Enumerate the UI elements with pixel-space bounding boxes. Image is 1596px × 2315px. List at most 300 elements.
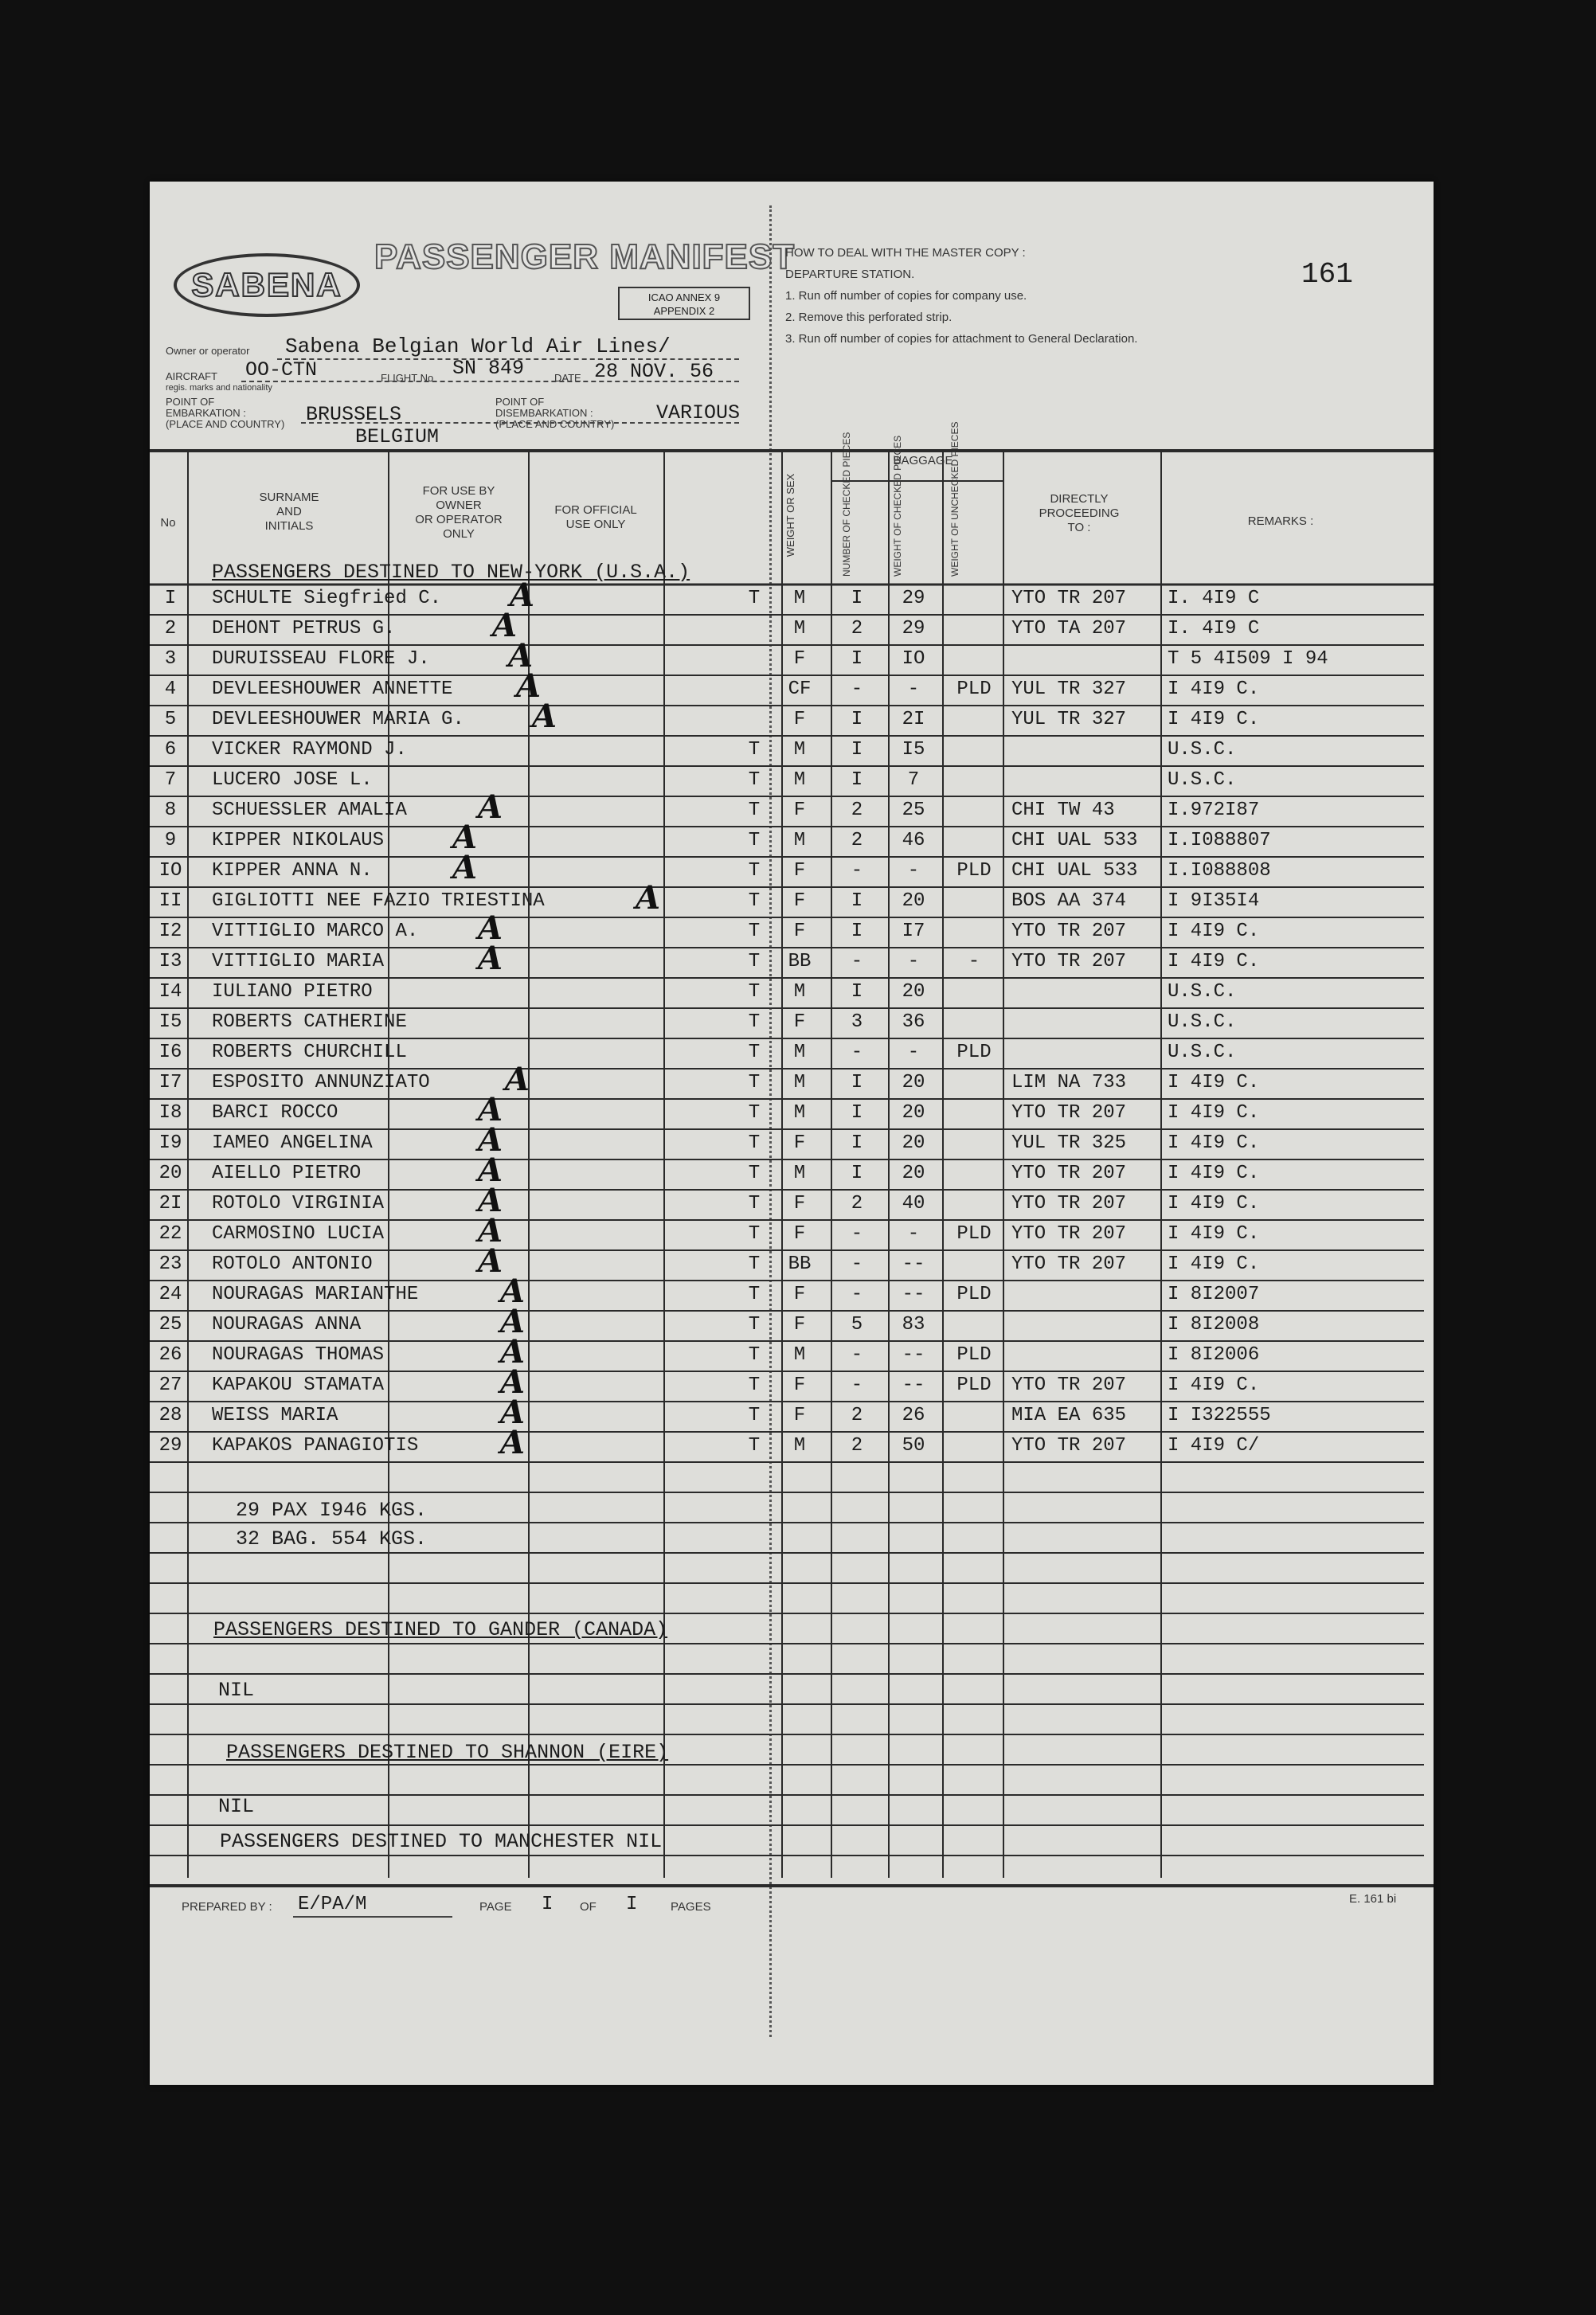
cell-official-mark: T (748, 1102, 761, 1124)
cell-official-mark: T (748, 800, 761, 821)
sabena-logo: SABENA (174, 253, 360, 317)
cell-signature: A (500, 1394, 526, 1431)
cell-sex: F (793, 921, 806, 942)
cell-remarks: I I322555 (1168, 1405, 1271, 1426)
cell-sex: F (793, 1132, 806, 1154)
cell-weight: 50 (902, 1435, 925, 1457)
col-directly-line1: DIRECTLY (1050, 492, 1109, 506)
shannon-nil: NIL (218, 1795, 255, 1818)
cell-weight: 7 (907, 769, 920, 791)
cell-name: IULIANO PIETRO (212, 981, 373, 1003)
cell-weight: 25 (902, 800, 925, 821)
cell-remarks: I. 4I9 C (1168, 618, 1260, 639)
cell-signature: A (478, 909, 503, 947)
cell-remarks: I 8I2007 (1168, 1284, 1260, 1305)
cell-signature: A (500, 1424, 526, 1461)
perforated-strip-line (769, 205, 772, 2037)
disembark-value: VARIOUS (656, 401, 741, 424)
cell-no: 24 (158, 1284, 182, 1305)
cell-weight: I5 (902, 739, 925, 761)
cell-destination: YTO TR 207 (1011, 951, 1127, 972)
of-value: I (626, 1894, 638, 1915)
cell-remarks: I 4I9 C. (1168, 709, 1260, 730)
embark-label-3: (PLACE AND COUNTRY) (166, 418, 285, 430)
cell-name: ROBERTS CHURCHILL (212, 1042, 407, 1063)
cell-name: DEVLEESHOUWER MARIA G. (212, 709, 464, 730)
cell-sex: CF (788, 678, 812, 700)
cell-signature: A (478, 1121, 503, 1159)
cell-sex: M (793, 739, 806, 761)
cell-destination: YUL TR 325 (1011, 1132, 1127, 1154)
col-bag-weight-header: WEIGHT OF CHECKED PIECES (892, 435, 903, 577)
cell-unchecked: PLD (956, 1042, 992, 1063)
cell-destination: YTO TR 207 (1011, 1163, 1127, 1184)
cell-weight: 36 (902, 1011, 925, 1033)
cell-sex: BB (788, 951, 812, 972)
cell-signature: A (492, 607, 518, 644)
cell-no: I8 (158, 1102, 182, 1124)
cell-no: 2 (164, 618, 177, 639)
cell-signature: A (452, 819, 478, 856)
cell-official-mark: T (748, 860, 761, 882)
cell-destination: YTO TA 207 (1011, 618, 1127, 639)
cell-weight: 29 (902, 588, 925, 609)
cell-name: BARCI ROCCO (212, 1102, 338, 1124)
cell-no: II (158, 890, 182, 912)
cell-pieces: - (851, 860, 863, 882)
cell-pieces: - (851, 1284, 863, 1305)
cell-pieces: - (851, 1344, 863, 1366)
col-bag-unchecked-header: WEIGHT OF UNCHECKED PIECES (949, 421, 960, 577)
cell-official-mark: T (748, 981, 761, 1003)
flight-value: SN 849 (452, 357, 525, 380)
col-surname-line2: AND (276, 505, 302, 518)
cell-weight: - (907, 1042, 920, 1063)
cell-name: KAPAKOU STAMATA (212, 1375, 385, 1396)
gander-nil: NIL (218, 1679, 255, 1702)
cell-signature: A (452, 849, 478, 886)
flight-label: FLIGHT No (381, 372, 434, 384)
cell-signature: A (500, 1333, 526, 1371)
cell-no: 3 (164, 648, 177, 670)
cell-weight: 20 (902, 1132, 925, 1154)
page-label: PAGE (479, 1900, 512, 1914)
cell-no: I3 (158, 951, 182, 972)
col-surname-line1: SURNAME (259, 491, 319, 504)
cell-official-mark: T (748, 1375, 761, 1396)
cell-pieces: I (851, 588, 863, 609)
disembark-label-2: DISEMBARKATION : (495, 407, 593, 419)
cell-signature: A (478, 1091, 503, 1128)
cell-remarks: U.S.C. (1168, 1042, 1237, 1063)
cell-pieces: - (851, 1253, 863, 1275)
cell-remarks: I 4I9 C/ (1168, 1435, 1260, 1457)
cell-no: 22 (158, 1223, 182, 1245)
cell-remarks: I 8I2006 (1168, 1344, 1260, 1366)
cell-destination: YTO TR 207 (1011, 1253, 1127, 1275)
cell-name: KIPPER ANNA N. (212, 860, 373, 882)
cell-official-mark: T (748, 1163, 761, 1184)
col-bag-num-header: NUMBER OF CHECKED PIECES (841, 432, 852, 577)
cell-name: VITTIGLIO MARCO A. (212, 921, 419, 942)
cell-official-mark: T (748, 890, 761, 912)
cell-sex: M (793, 981, 806, 1003)
cell-name: ROTOLO VIRGINIA (212, 1193, 385, 1214)
cell-no: 5 (164, 709, 177, 730)
cell-unchecked: PLD (956, 1284, 992, 1305)
cell-remarks: I 4I9 C. (1168, 1072, 1260, 1093)
cell-name: DEHONT PETRUS G. (212, 618, 396, 639)
cell-remarks: I 4I9 C. (1168, 1375, 1260, 1396)
instructions-title: HOW TO DEAL WITH THE MASTER COPY : (785, 246, 1026, 260)
cell-unchecked: PLD (956, 678, 992, 700)
cell-pieces: I (851, 769, 863, 791)
cell-destination: YTO TR 207 (1011, 1435, 1127, 1457)
aircraft-sublabel: regis. marks and nationality (166, 383, 272, 393)
cell-name: ROTOLO ANTONIO (212, 1253, 373, 1275)
cell-no: I4 (158, 981, 182, 1003)
cell-destination: CHI TW 43 (1011, 800, 1115, 821)
col-owner-line4: ONLY (443, 527, 475, 541)
cell-name: SCHULTE Siegfried C. (212, 588, 442, 609)
master-copy-instructions (785, 242, 1137, 350)
cell-remarks: I 4I9 C. (1168, 1163, 1260, 1184)
cell-name: VITTIGLIO MARIA (212, 951, 385, 972)
cell-official-mark: T (748, 1072, 761, 1093)
cell-weight: 83 (902, 1314, 925, 1335)
col-owner-header (390, 484, 527, 542)
owner-label: Owner or operator (166, 345, 250, 357)
cell-pieces: 2 (851, 1435, 863, 1457)
cell-pieces: I (851, 739, 863, 761)
cell-weight: -- (902, 1344, 925, 1366)
cell-weight: 46 (902, 830, 925, 851)
cell-destination: YUL TR 327 (1011, 709, 1127, 730)
cell-no: 2I (158, 1193, 182, 1214)
cell-sex: F (793, 648, 806, 670)
cell-official-mark: T (748, 1284, 761, 1305)
cell-signature: A (505, 1061, 530, 1098)
cell-name: ROBERTS CATHERINE (212, 1011, 407, 1033)
cell-official-mark: T (748, 1042, 761, 1063)
col-baggage-header: BAGGAGE (893, 454, 953, 467)
cell-remarks: I 4I9 C. (1168, 1253, 1260, 1275)
cell-weight: -- (902, 1253, 925, 1275)
cell-weight: - (907, 951, 920, 972)
cell-official-mark: T (748, 1253, 761, 1275)
page-value: I (542, 1894, 554, 1915)
cell-signature: A (508, 637, 534, 675)
cell-remarks: I 4I9 C. (1168, 1223, 1260, 1245)
cell-destination: LIM NA 733 (1011, 1072, 1127, 1093)
cell-signature: A (500, 1303, 526, 1340)
cell-no: I5 (158, 1011, 182, 1033)
prepared-by-label: PREPARED BY : (182, 1900, 272, 1914)
cell-destination: YTO TR 207 (1011, 1223, 1127, 1245)
cell-signature: A (478, 940, 503, 977)
col-directly-header (1003, 492, 1155, 535)
cell-signature: A (478, 1242, 503, 1280)
cell-official-mark: T (748, 1132, 761, 1154)
cell-remarks: I. 4I9 C (1168, 588, 1260, 609)
instruction-1: 1. Run off number of copies for company use. (785, 289, 1027, 303)
embark-underline (301, 422, 739, 424)
cell-pieces: I (851, 981, 863, 1003)
cell-official-mark: T (748, 1405, 761, 1426)
cell-weight: - (907, 860, 920, 882)
col-directly-line2: PROCEEDING (1039, 506, 1120, 520)
cell-unchecked: PLD (956, 1344, 992, 1366)
cell-remarks: I.972I87 (1168, 800, 1260, 821)
instruction-2: 2. Remove this perforated strip. (785, 311, 953, 324)
col-surname-header (191, 491, 387, 534)
cell-name: KAPAKOS PANAGIOTIS (212, 1435, 419, 1457)
cell-signature: A (478, 1152, 503, 1189)
cell-destination: YTO TR 207 (1011, 588, 1127, 609)
cell-destination: YTO TR 207 (1011, 1102, 1127, 1124)
cell-destination: YTO TR 207 (1011, 1375, 1127, 1396)
cell-pieces: - (851, 951, 863, 972)
cell-name: NOURAGAS THOMAS (212, 1344, 385, 1366)
disembark-label-1: POINT OF (495, 396, 545, 408)
cell-unchecked: PLD (956, 1223, 992, 1245)
cell-name: VICKER RAYMOND J. (212, 739, 407, 761)
cell-sex: M (793, 1163, 806, 1184)
date-label: DATE (554, 372, 581, 384)
cell-destination: YUL TR 327 (1011, 678, 1127, 700)
cell-weight: - (907, 678, 920, 700)
cell-official-mark: T (748, 830, 761, 851)
cell-official-mark: T (748, 1011, 761, 1033)
cell-pieces: - (851, 1375, 863, 1396)
cell-pieces: I (851, 921, 863, 942)
cell-weight: -- (902, 1284, 925, 1305)
cell-signature: A (532, 698, 557, 735)
col-surname-line3: INITIALS (264, 519, 314, 533)
cell-pieces: 2 (851, 1405, 863, 1426)
cell-pieces: I (851, 890, 863, 912)
cell-no: 9 (164, 830, 177, 851)
pages-label: PAGES (671, 1900, 711, 1914)
cell-no: 26 (158, 1344, 182, 1366)
aircraft-value: OO-CTN (245, 358, 318, 381)
cell-unchecked: PLD (956, 1375, 992, 1396)
cell-official-mark: T (748, 769, 761, 791)
cell-pieces: - (851, 1042, 863, 1063)
cell-signature: A (478, 1212, 503, 1249)
cell-weight: 20 (902, 1072, 925, 1093)
cell-sex: BB (788, 1253, 812, 1275)
cell-destination: BOS AA 374 (1011, 890, 1127, 912)
cell-signature: A (500, 1363, 526, 1401)
cell-destination: MIA EA 635 (1011, 1405, 1127, 1426)
col-official-header (529, 503, 663, 532)
cell-weight: 20 (902, 981, 925, 1003)
manifest-page-number: 161 (1301, 258, 1353, 291)
instructions-station: DEPARTURE STATION. (785, 268, 915, 281)
totals-pax: 29 PAX I946 KGS. (236, 1499, 428, 1522)
cell-sex: F (793, 890, 806, 912)
cell-weight: IO (902, 648, 925, 670)
cell-no: 29 (158, 1435, 182, 1457)
cell-remarks: U.S.C. (1168, 739, 1237, 761)
embark-label-2: EMBARKATION : (166, 407, 246, 419)
cell-no: I2 (158, 921, 182, 942)
cell-weight: 40 (902, 1193, 925, 1214)
cell-pieces: 5 (851, 1314, 863, 1335)
cell-pieces: I (851, 1102, 863, 1124)
cell-no: 4 (164, 678, 177, 700)
cell-unchecked: PLD (956, 860, 992, 882)
cell-official-mark: T (748, 1314, 761, 1335)
cell-name: NOURAGAS MARIANTHE (212, 1284, 419, 1305)
cell-no: 23 (158, 1253, 182, 1275)
section-gander: PASSENGERS DESTINED TO GANDER (CANADA) (213, 1618, 668, 1641)
embark-label-1: POINT OF (166, 396, 215, 408)
aircraft-label: AIRCRAFT (166, 370, 217, 382)
col-official-line1: FOR OFFICIAL (554, 503, 637, 517)
cell-pieces: I (851, 648, 863, 670)
cell-remarks: I 9I35I4 (1168, 890, 1260, 912)
cell-remarks: U.S.C. (1168, 769, 1237, 791)
cell-official-mark: T (748, 921, 761, 942)
cell-name: GIGLIOTTI NEE FAZIO TRIESTINA (212, 890, 545, 912)
cell-weight: - (907, 1223, 920, 1245)
col-owner-line2: OWNER (436, 499, 482, 512)
cell-pieces: 2 (851, 1193, 863, 1214)
cell-no: 28 (158, 1405, 182, 1426)
cell-pieces: 3 (851, 1011, 863, 1033)
cell-pieces: 2 (851, 830, 863, 851)
cell-remarks: I 4I9 C. (1168, 951, 1260, 972)
form-code: E. 161 bi (1349, 1892, 1397, 1906)
cell-remarks: T 5 4I509 I 94 (1168, 648, 1328, 670)
cell-pieces: I (851, 1072, 863, 1093)
cell-official-mark: T (748, 1344, 761, 1366)
embark-value-2: BELGIUM (355, 425, 440, 448)
disembark-label-3: (PLACE AND COUNTRY) (495, 418, 615, 430)
cell-sex: F (793, 1314, 806, 1335)
cell-remarks: I 4I9 C. (1168, 1132, 1260, 1154)
cell-official-mark: T (748, 588, 761, 609)
cell-remarks: I 4I9 C. (1168, 1193, 1260, 1214)
owner-value: Sabena Belgian World Air Lines/ (285, 334, 671, 358)
cell-name: DURUISSEAU FLORE J. (212, 648, 430, 670)
cell-sex: F (793, 1405, 806, 1426)
cell-sex: F (793, 1011, 806, 1033)
cell-no: 8 (164, 800, 177, 821)
of-label: OF (580, 1900, 597, 1914)
prepared-by-value: E/PA/M (298, 1894, 367, 1915)
icao-line-2: APPENDIX 2 (653, 305, 715, 317)
col-directly-line3: TO : (1067, 521, 1091, 534)
cell-sex: M (793, 1072, 806, 1093)
cell-pieces: - (851, 678, 863, 700)
col-official-line2: USE ONLY (565, 518, 626, 531)
cell-sex: F (793, 1284, 806, 1305)
cell-sex: F (793, 1223, 806, 1245)
cell-sex: M (793, 1344, 806, 1366)
cell-signature: A (478, 788, 503, 826)
cell-remarks: I 8I2008 (1168, 1314, 1260, 1335)
cell-destination: YTO TR 207 (1011, 921, 1127, 942)
cell-name: ESPOSITO ANNUNZIATO (212, 1072, 430, 1093)
prepared-underline (293, 1916, 452, 1918)
cell-destination: CHI UAL 533 (1011, 830, 1138, 851)
cell-remarks: I 4I9 C. (1168, 1102, 1260, 1124)
cell-name: SCHUESSLER AMALIA (212, 800, 407, 821)
cell-sex: M (793, 588, 806, 609)
cell-remarks: I.I088807 (1168, 830, 1271, 851)
totals-bag: 32 BAG. 554 KGS. (236, 1527, 428, 1551)
cell-name: AIELLO PIETRO (212, 1163, 362, 1184)
cell-sex: M (793, 618, 806, 639)
cell-pieces: I (851, 1132, 863, 1154)
cell-sex: M (793, 769, 806, 791)
cell-name: IAMEO ANGELINA (212, 1132, 373, 1154)
section-shannon: PASSENGERS DESTINED TO SHANNON (EIRE) (226, 1741, 669, 1764)
date-value: 28 NOV. 56 (594, 360, 714, 383)
cell-signature: A (478, 1182, 503, 1219)
section-manchester: PASSENGERS DESTINED TO MANCHESTER NIL (220, 1830, 663, 1853)
cell-no: 20 (158, 1163, 182, 1184)
embark-value-1: BRUSSELS (306, 403, 402, 426)
col-remarks-header: REMARKS : (1247, 514, 1314, 528)
cell-remarks: I 4I9 C. (1168, 921, 1260, 942)
cell-official-mark: T (748, 1223, 761, 1245)
icao-line-1: ICAO ANNEX 9 (647, 291, 721, 303)
cell-sex: F (793, 709, 806, 730)
cell-pieces: I (851, 1163, 863, 1184)
cell-no: 27 (158, 1375, 182, 1396)
cell-sex: M (793, 830, 806, 851)
cell-sex: M (793, 1435, 806, 1457)
cell-official-mark: T (748, 951, 761, 972)
col-sex-header: WEIGHT OR SEX (784, 473, 796, 557)
cell-weight: -- (902, 1375, 925, 1396)
cell-no: 7 (164, 769, 177, 791)
cell-pieces: I (851, 709, 863, 730)
cell-weight: 26 (902, 1405, 925, 1426)
cell-weight: 20 (902, 1102, 925, 1124)
cell-pieces: 2 (851, 618, 863, 639)
col-owner-line1: FOR USE BY (422, 484, 495, 498)
manifest-sheet (150, 182, 1434, 2085)
cell-name: NOURAGAS ANNA (212, 1314, 362, 1335)
cell-sex: M (793, 1042, 806, 1063)
cell-official-mark: T (748, 1435, 761, 1457)
cell-official-mark: T (748, 1193, 761, 1214)
cell-sex: F (793, 1193, 806, 1214)
cell-remarks: U.S.C. (1168, 981, 1237, 1003)
col-no-header: No (160, 516, 176, 530)
cell-name: WEISS MARIA (212, 1405, 338, 1426)
cell-signature: A (510, 577, 535, 614)
cell-remarks: U.S.C. (1168, 1011, 1237, 1033)
cell-name: DEVLEESHOUWER ANNETTE (212, 678, 453, 700)
cell-weight: 2I (902, 709, 925, 730)
cell-destination: CHI UAL 533 (1011, 860, 1138, 882)
cell-signature: A (516, 667, 542, 705)
section-new-york: PASSENGERS DESTINED TO NEW-YORK (U.S.A.) (212, 561, 690, 584)
cell-no: I6 (158, 1042, 182, 1063)
cell-weight: 20 (902, 890, 925, 912)
cell-no: 25 (158, 1314, 182, 1335)
cell-sex: F (793, 1375, 806, 1396)
cell-sex: F (793, 860, 806, 882)
cell-weight: 29 (902, 618, 925, 639)
cell-signature: A (636, 879, 661, 917)
